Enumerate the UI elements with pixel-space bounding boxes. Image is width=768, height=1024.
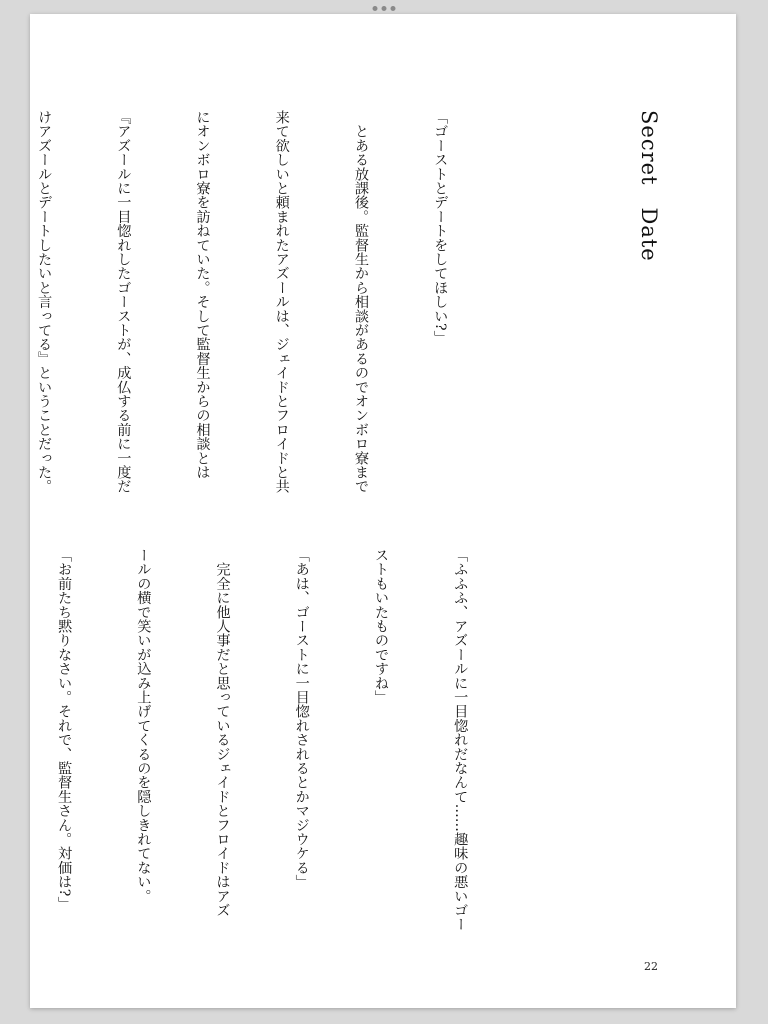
handle-dot <box>373 6 378 11</box>
text-block-top <box>36 110 506 510</box>
toolbar-handle[interactable] <box>373 6 396 11</box>
text-line: にオンボロ寮を訪ねていた。そして監督生からの相談とは <box>194 110 211 480</box>
text-line: ストもいたものですね」 <box>372 548 389 705</box>
book-page[interactable] <box>30 14 736 1008</box>
text-line: 「ふふふ、アズールに一目惚れだなんて……趣味の悪いゴー <box>452 548 469 932</box>
chapter-title: Secret Date <box>637 110 661 262</box>
text-line: ールの横で笑いが込み上げてくるのを隠しきれてない。 <box>135 548 152 903</box>
text-block-bottom <box>56 548 526 948</box>
page-number: 22 <box>644 960 658 973</box>
text-line: けアズールとデートしたいと言ってる』ということだった。 <box>36 110 53 494</box>
text-line: 「ゴーストとデートをしてほしい?」 <box>432 110 449 345</box>
text-line: 『アズールに一目惚れしたゴーストが、成仏する前に一度だ <box>115 110 132 494</box>
handle-dot <box>391 6 396 11</box>
text-line: とある放課後。監督生から相談があるのでオンボロ寮まで <box>352 110 369 494</box>
handle-dot <box>382 6 387 11</box>
text-line: 来て欲しいと頼まれたアズールは、ジェイドとフロイドと共 <box>273 110 290 494</box>
text-line: 「お前たち黙りなさい。それで、監督生さん。対価は?」 <box>56 548 73 911</box>
text-line: 完全に他人事だと思っているジェイドとフロイドはアズ <box>214 548 231 918</box>
text-line: 「あは、ゴーストに一目惚れされるとかマジウケる」 <box>293 548 310 889</box>
